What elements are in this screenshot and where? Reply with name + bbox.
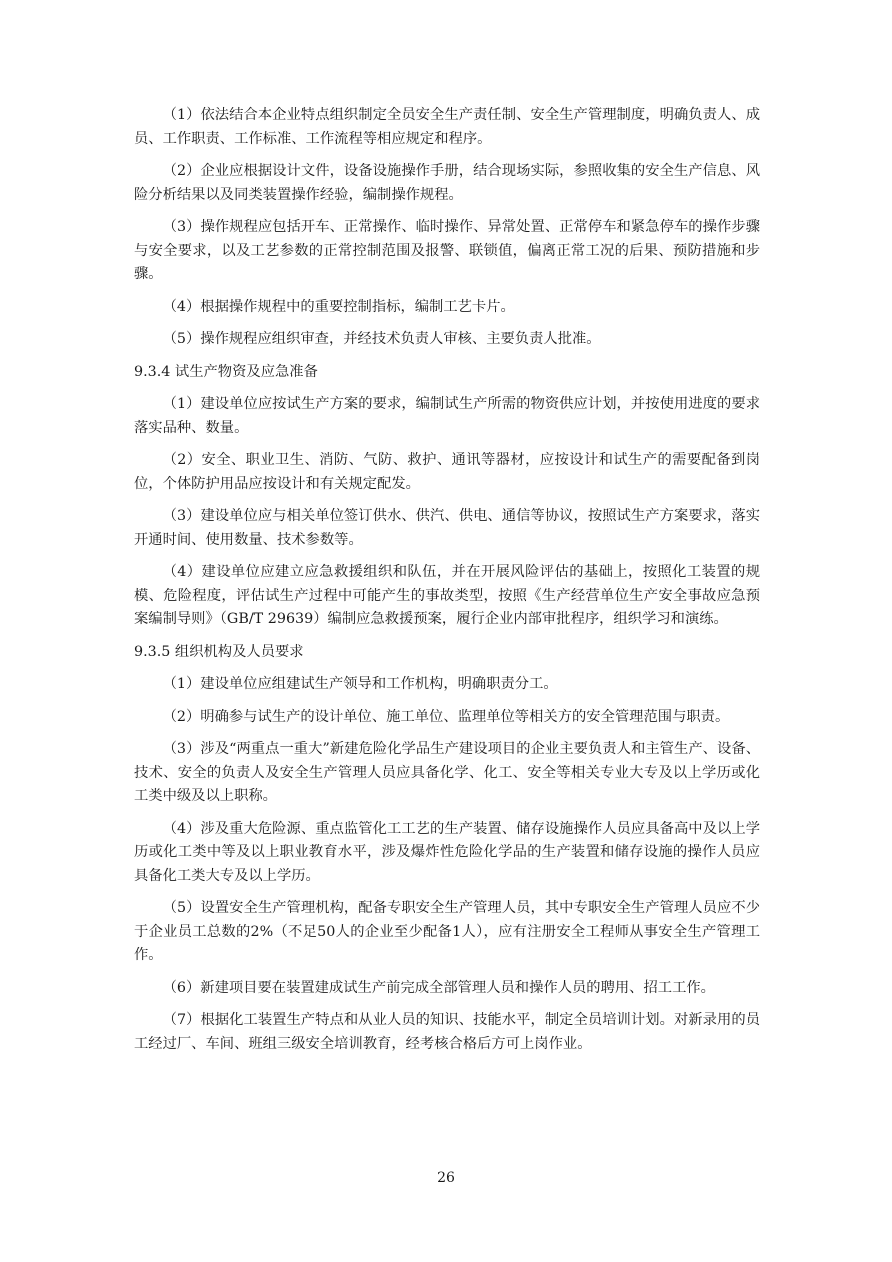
paragraph: （6）新建项目要在装置建成试生产前完成全部管理人员和操作人员的聘用、招工工作。 [162,979,715,996]
document-page [134,104,760,1065]
paragraph: （4）涉及重大危险源、重点监管化工工艺的生产装置、储存设施操作人员应具备高中及以上学历或化工类中等及以上职业教育水平，涉及爆炸性危险化学品的生产装置和储存设施的操作人员应具备化工类大专及以上学历。 [134,820,760,884]
page-number: 26 [437,1170,455,1186]
paragraph: （3）操作规程应包括开车、正常操作、临时操作、异常处置、正常停车和紧急停车的操作步骤与安全要求，以及工艺参数的正常控制范围及报警、联锁值，偏离正常工况的后果、预防措施和步骤。 [134,219,760,282]
paragraph: （2）明确参与试生产的设计单位、施工单位、监理单位等相关方的安全管理范围与职责。 [162,708,730,725]
paragraph: （5）设置安全生产管理机构，配备专职安全生产管理人员，其中专职安全生产管理人员应不少于企业员工总数的2%（不足50人的企业至少配备1人），应有注册安全工程师从事安全生产管理工作。 [134,900,760,963]
paragraph: （1）建设单位应组建试生产领导和工作机构，明确职责分工。 [162,676,558,692]
paragraph: （2）安全、职业卫生、消防、气防、救护、通讯等器材，应按设计和试生产的需要配备到岗位，个体防护用品应按设计和有关规定配发。 [134,452,760,492]
paragraph: （4）建设单位应建立应急救援组织和队伍，并在开展风险评估的基础上，按照化工装置的规模、危险程度，评估试生产过程中可能产生的事故类型，按照《生产经营单位生产安全事故应急预案编制导则》（GB/T 29639）编制应急救援预案，履行企业内部审批程序，组织学习和演练。 [134,564,760,627]
paragraph: （7）根据化工装置生产特点和从业人员的知识、技能水平，制定全员培训计划。对新录用的员工经过厂、车间、班组三级安全培训教育，经考核合格后方可上岗作业。 [134,1012,760,1052]
paragraph: （4）根据操作规程中的重要控制指标，编制工艺卡片。 [162,298,515,315]
paragraph: （3）涉及“两重点一重大”新建危险化学品生产建设项目的企业主要负责人和主管生产、设备、技术、安全的负责人及安全生产管理人员应具备化学、化工、安全等相关专业大专及以上学历或化工类中级及以上职称。 [134,741,760,804]
section-heading: 9.3.4 试生产物资及应急准备 [134,363,318,380]
paragraph: （1）建设单位应按试生产方案的要求，编制试生产所需的物资供应计划，并按使用进度的要求落实品种、数量。 [134,396,760,436]
paragraph: （1）依法结合本企业特点组织制定全员安全生产责任制、安全生产管理制度，明确负责人、成员、工作职责、工作标准、工作流程等相应规定和程序。 [134,107,760,147]
section-heading: 9.3.5 组织机构及人员要求 [134,643,304,660]
paragraph: （2）企业应根据设计文件，设备设施操作手册，结合现场实际，参照收集的安全生产信息、风险分析结果以及同类装置操作经验，编制操作规程。 [134,163,760,203]
paragraph: （3）建设单位应与相关单位签订供水、供汽、供电、通信等协议，按照试生产方案要求，落实开通时间、使用数量、技术参数等。 [134,508,760,548]
paragraph: （5）操作规程应组织审查，并经技术负责人审核、主要负责人批准。 [162,331,601,347]
